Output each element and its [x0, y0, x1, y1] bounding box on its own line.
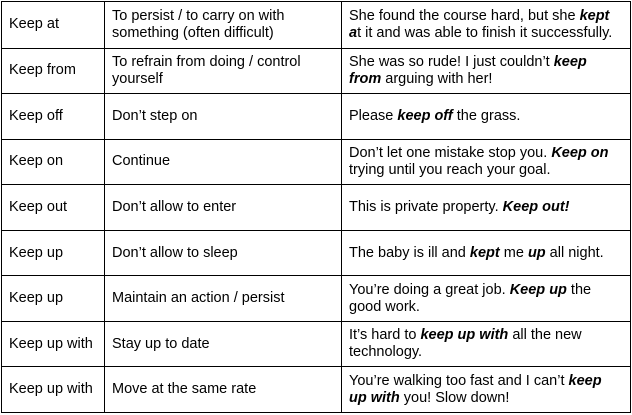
meaning-cell: Don’t allow to enter [105, 185, 342, 231]
table-row [2, 367, 631, 413]
example-text: She was so rude! I just couldn’t [349, 53, 554, 70]
phrasal-verb-cell: Keep from [2, 48, 105, 94]
example-text: trying until you reach your goal. [349, 161, 551, 178]
highlighted-phrasal-verb: keep from [349, 53, 587, 87]
meaning-cell: Move at the same rate [105, 367, 342, 413]
example-text: This is private property. [349, 198, 503, 215]
meaning-cell: Don’t step on [105, 94, 342, 140]
highlighted-phrasal-verb: Keep out! [502, 198, 570, 215]
highlighted-phrasal-verb: keep up with [420, 327, 509, 344]
phrasal-verb-cell: Keep out [2, 185, 105, 231]
example-cell [342, 367, 631, 413]
phrasal-verb-cell: Keep up with [2, 321, 105, 367]
example-cell [342, 321, 631, 367]
example-text: She found the course hard, but she [349, 7, 580, 24]
example-cell [342, 276, 631, 322]
highlighted-phrasal-verb: keep off [397, 107, 453, 124]
highlighted-phrasal-verb: kept a [349, 7, 610, 41]
phrasal-verb-cell: Keep on [2, 139, 105, 185]
table-body [2, 2, 631, 413]
table-row [2, 2, 631, 49]
example-text: You’re walking too fast and I can’t [349, 372, 569, 389]
example-cell [342, 94, 631, 140]
example-cell [342, 230, 631, 276]
table-row [2, 48, 631, 94]
meaning-cell: Stay up to date [105, 321, 342, 367]
example-text: Please [349, 107, 398, 124]
phrasal-verb-cell: Keep up with [2, 367, 105, 413]
highlighted-phrasal-verb: keep up with [349, 372, 602, 406]
example-text: the grass. [452, 107, 521, 124]
example-text: arguing with her! [381, 70, 493, 87]
meaning-cell: Continue [105, 139, 342, 185]
example-text: you! Slow down! [399, 389, 510, 406]
meaning-cell: Don’t allow to sleep [105, 230, 342, 276]
phrasal-verbs-table [1, 1, 631, 413]
meaning-cell: Maintain an action / persist [105, 276, 342, 322]
example-text: all night. [545, 244, 604, 261]
example-cell [342, 48, 631, 94]
example-text: the good work. [349, 281, 592, 315]
phrasal-verb-cell: Keep up [2, 230, 105, 276]
table-row [2, 230, 631, 276]
table-row [2, 185, 631, 231]
example-text: The baby is ill and [349, 244, 470, 261]
example-text: me [499, 244, 528, 261]
example-cell [342, 185, 631, 231]
example-text: all the new technology. [349, 327, 582, 361]
example-text: t it and was able to finish it successfully. [357, 24, 613, 41]
highlighted-phrasal-verb: Keep up [509, 281, 567, 298]
phrasal-verb-cell: Keep off [2, 94, 105, 140]
phrasal-verb-cell: Keep at [2, 2, 105, 49]
example-text: It’s hard to [349, 327, 421, 344]
table-row [2, 139, 631, 185]
table-row [2, 321, 631, 367]
example-text: Don’t let one mistake stop you. [349, 144, 552, 161]
highlighted-phrasal-verb: up [527, 244, 546, 261]
phrasal-verb-cell: Keep up [2, 276, 105, 322]
example-cell [342, 139, 631, 185]
table-row [2, 276, 631, 322]
table-row [2, 94, 631, 140]
meaning-cell: To refrain from doing / control yourself [105, 48, 342, 94]
example-cell [342, 2, 631, 49]
example-text: You’re doing a great job. [349, 281, 510, 298]
meaning-cell: To persist / to carry on with something (often difficult) [105, 2, 342, 49]
highlighted-phrasal-verb: kept [469, 244, 500, 261]
highlighted-phrasal-verb: Keep on [551, 144, 609, 161]
